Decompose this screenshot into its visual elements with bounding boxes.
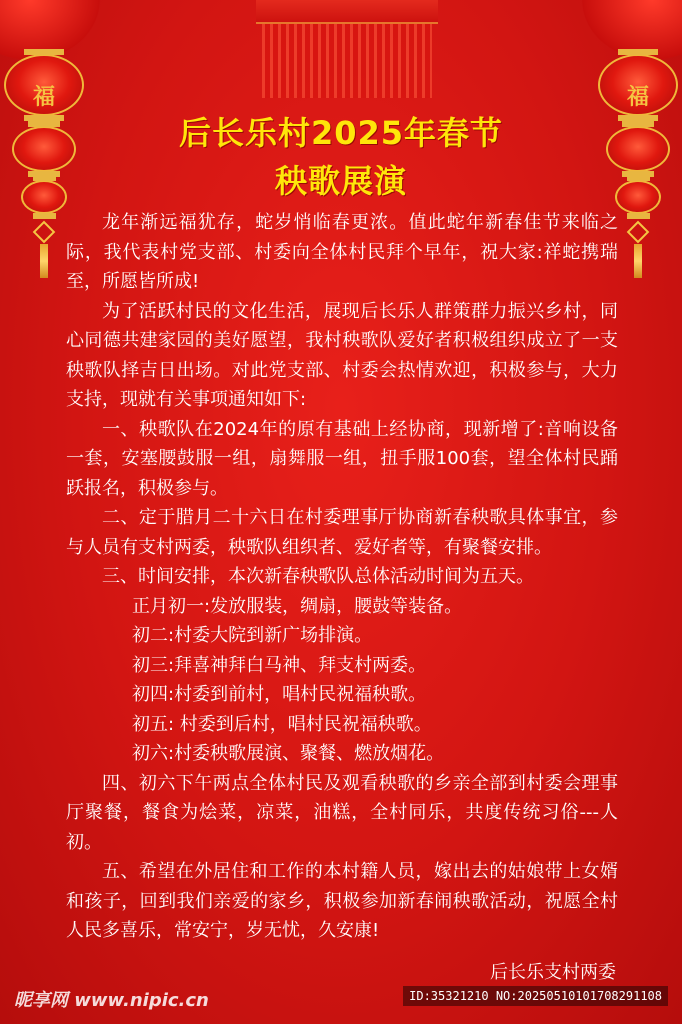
lantern-fu-char: 福 — [32, 84, 56, 110]
schedule-item: 正月初一:发放服装，绸扇，腰鼓等装备。 — [132, 595, 463, 617]
lantern-icon — [598, 54, 678, 116]
schedule-item: 初三:拜喜神拜白马神、拜支村两委。 — [132, 654, 427, 676]
watermark-id: ID:35321210 NO:20250510101708291108 — [403, 986, 668, 1006]
hanging-tassel-decoration — [262, 0, 432, 98]
schedule-item: 初五: 村委到后村，唱村民祝福秧歌。 — [132, 713, 432, 735]
paragraph: 龙年渐远福犹存，蛇岁悄临春更浓。值此蛇年新春佳节来临之际，我代表村党支部、村委向全体村民拜个早年，祝大家:祥蛇携瑞至，所愿皆所成! — [66, 212, 618, 292]
paragraph: 为了活跃村民的文化生活，展现后长乐人群策群力振兴乡村，同心同德共建家园的美好愿望，我村秧歌队爱好者积极组织成立了一支秧歌队择吉日出场。对此党支部、村委会热情欢迎，积极参与，大力支持，现就有关事项通知如下: — [66, 300, 618, 410]
paragraph: 一、秧歌队在2024年的原有基础上经协商，现新增了:音响设备一套，安塞腰鼓服一组，扇舞服一组，扭手服100套，望全体村民踊跃报名，积极参与。 — [66, 418, 618, 499]
paragraph: 五、希望在外居住和工作的本村籍人员，嫁出去的姑娘带上女婿和孩子，回到我们亲爱的家乡，积极参加新春闹秧歌活动，祝愿全村人民多喜乐，常安宁，岁无忧，久安康! — [66, 861, 618, 941]
watermark-site: 昵享网 www.nipic.cn — [14, 990, 209, 1011]
chinese-knot-icon — [33, 221, 56, 244]
schedule-item: 初四:村委到前村，唱村民祝福秧歌。 — [132, 684, 427, 705]
page-subtitle: 秧歌展演 — [274, 162, 407, 200]
lantern-icon — [4, 54, 84, 116]
schedule-item: 初二:村委大院到新广场排演。 — [132, 625, 373, 646]
paragraph: 二、定于腊月二十六日在村委理事厅协商新春秧歌具体事宜，参与人员有支村两委，秧歌队组织者、爱好者等，有聚餐安排。 — [66, 507, 618, 558]
paragraph: 四、初六下午两点全体村民及观看秧歌的乡亲全部到村委会理事厅聚餐，餐食为烩菜，凉菜，油糕，全村同乐，共度传统习俗---人初。 — [66, 772, 618, 853]
tassel-icon — [40, 244, 48, 278]
schedule-item: 初六:村委秧歌展演、聚餐、燃放烟花。 — [132, 743, 445, 764]
paragraph: 三、时间安排，本次新春秧歌队总体活动时间为五天。 — [102, 566, 534, 587]
signature: 后长乐支村两委 — [490, 962, 616, 983]
page-title: 后长乐村2025年春节 — [178, 114, 504, 152]
tassel-icon — [634, 244, 642, 278]
notice-body — [66, 208, 618, 946]
chinese-knot-icon — [627, 221, 650, 244]
lantern-fu-char: 福 — [626, 84, 650, 110]
